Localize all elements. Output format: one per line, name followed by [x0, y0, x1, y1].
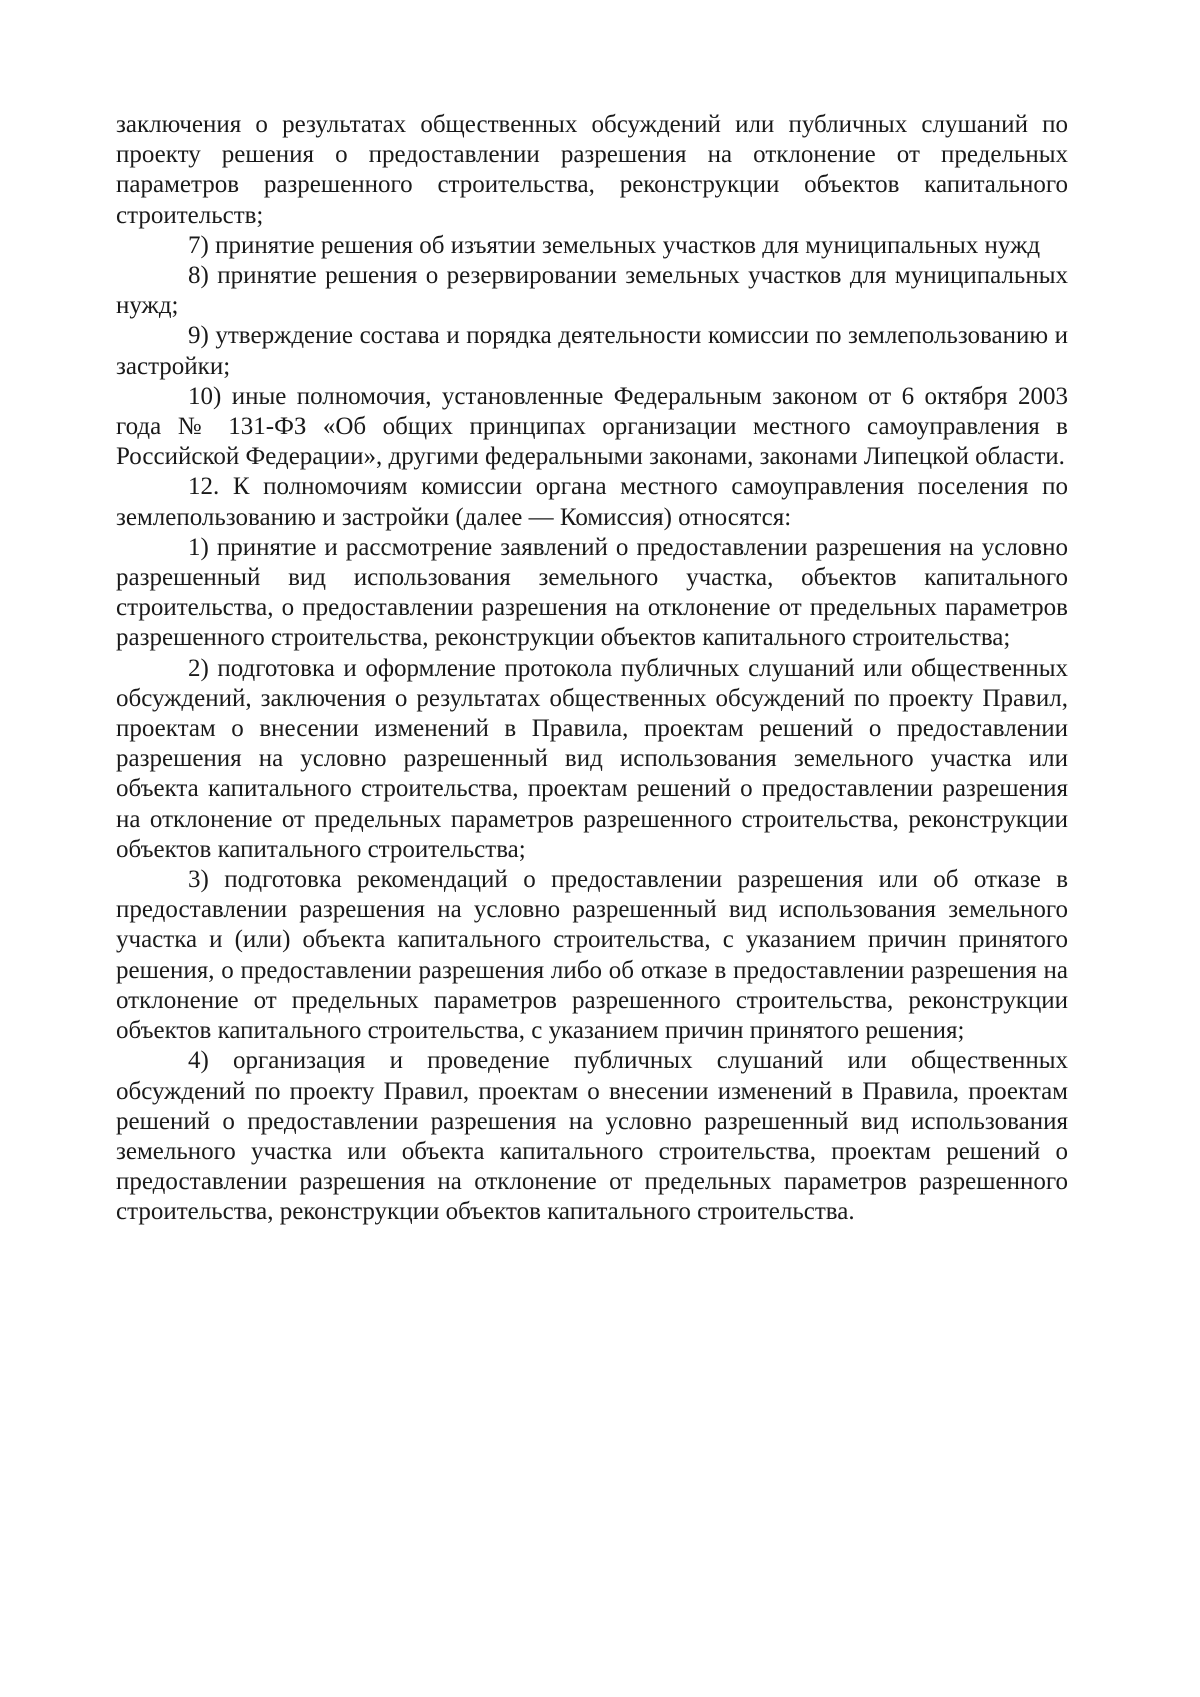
section-12-item-1: 1) принятие и рассмотрение заявлений о предоставлении разрешения на условно разрешенный вид использования земельного участка, объектов капитального строительства, о предоставлении разрешения на отклонение от предельных параметров разрешенного строительства, реконструкции объектов капитального строительства;	[116, 533, 1068, 652]
paragraph-continuation: заключения о результатах общественных обсуждений или публичных слушаний по проекту решения о предоставлении разрешения на отклонение от предельных параметров разрешенного строительства, реконструкции объектов капитального строительств;	[116, 111, 1068, 229]
section-12-item-4: 4) организация и проведение публичных слушаний или общественных обсуждений по проекту Правил, проектам о внесении изменений в Правила, проектам решений о предоставлении разрешения на условно разрешенный вид использования земельного участка или объекта капитального строительства, проектам решений о предоставлении разрешения на отклонение от предельных параметров разрешенного строительства, реконструкции объектов капитального строительства.	[116, 1047, 1068, 1226]
list-item-8: 8) принятие решения о резервировании земельных участков для муниципальных нужд;	[116, 262, 1068, 320]
list-item-9: 9) утверждение состава и порядка деятельности комиссии по землепользованию и застройки;	[116, 322, 1068, 380]
section-12-item-3: 3) подготовка рекомендаций о предоставлении разрешения или об отказе в предоставлении разрешения на условно разрешенный вид использования земельного участка и (или) объекта капитального строительства, с указанием причин принятого решения, о предоставлении разрешения либо об отказе в предоставлении разрешения на отклонение от предельных параметров разрешенного строительства, реконструкции объектов капитального строительства, с указанием причин принятого решения;	[116, 866, 1068, 1045]
section-12-heading: 12. К полномочиям комиссии органа местного самоуправления поселения по землепользованию и застройки (далее — Комиссия) относятся:	[116, 473, 1068, 531]
list-item-10: 10) иные полномочия, установленные Федеральным законом от 6 октября 2003 года № 131-ФЗ «Об общих принципах организации местного самоуправления в Российской Федерации», другими федеральными законами, законами Липецкой области.	[116, 382, 1068, 471]
document-page	[116, 110, 1068, 1228]
list-item-7: 7) принятие решения об изъятии земельных участков для муниципальных нужд	[188, 231, 1041, 259]
section-12-item-2: 2) подготовка и оформление протокола публичных слушаний или общественных обсуждений, заключения о результатах общественных обсуждений по проекту Правил, проектам о внесении изменений в Правила, проектам решений о предоставлении разрешения на условно разрешенный вид использования земельного участка или объекта капитального строительства, проектам решений о предоставлении разрешения на отклонение от предельных параметров разрешенного строительства, реконструкции объектов капитального строительства;	[116, 654, 1068, 863]
